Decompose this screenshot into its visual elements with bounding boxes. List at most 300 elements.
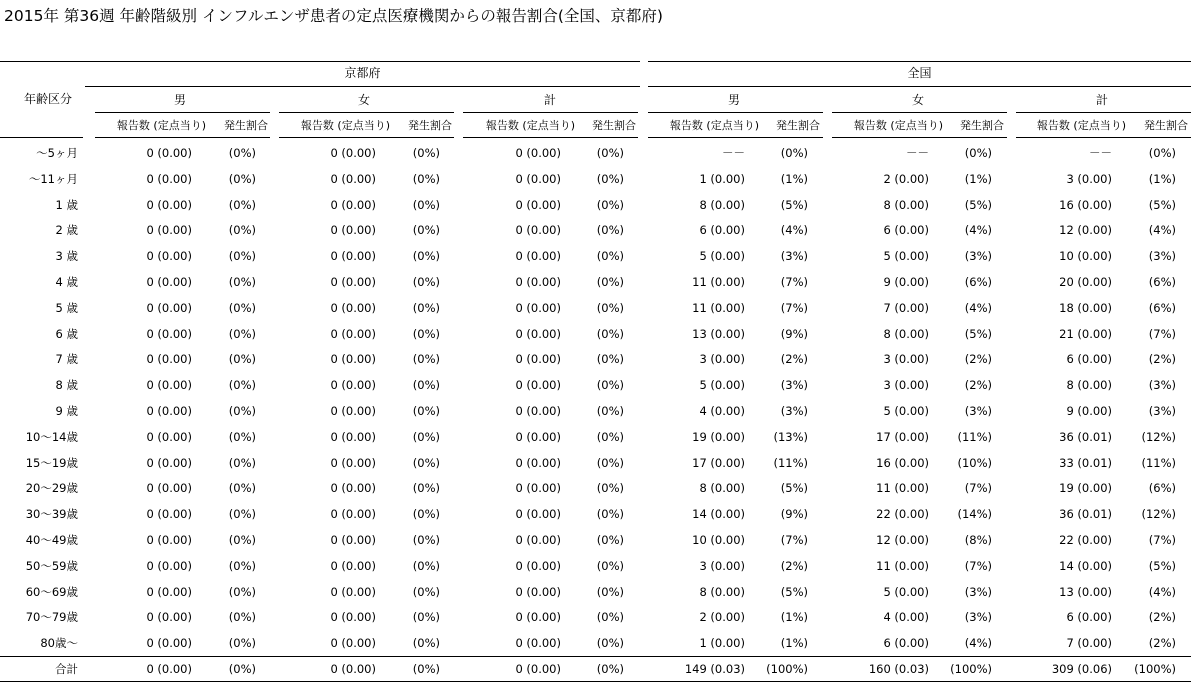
sex-header-4: 女 xyxy=(911,93,925,107)
row-18-count-2: 0 (0.00) xyxy=(515,610,561,625)
row-2-ratio-3: (5%) xyxy=(780,197,808,212)
row-11-ratio-4: (11%) xyxy=(957,429,992,444)
row-12-count-3: 17 (0.00) xyxy=(692,455,745,470)
row-10-ratio-3: (3%) xyxy=(780,404,808,418)
row-7-count-4: 8 (0.00) xyxy=(883,326,929,341)
row-7-count-0: 0 (0.00) xyxy=(146,326,192,341)
page-title: 2015年 第36週 年齢階級別 インフルエンザ患者の定点医療機関からの報告割合(全国、京都府) xyxy=(4,7,663,25)
row-19-count-2: 0 (0.00) xyxy=(515,636,561,651)
row-4-ratio-1: (0%) xyxy=(412,249,440,264)
row-17-count-4: 5 (0.00) xyxy=(883,584,929,599)
total-row-ratio-3: (100%) xyxy=(766,662,808,676)
row-0-ratio-2: (0%) xyxy=(596,146,624,160)
row-19-age: 80歳～ xyxy=(40,636,78,651)
row-10-age: 9 歳 xyxy=(55,404,78,418)
row-6-count-2: 0 (0.00) xyxy=(515,300,561,315)
ratio-column-header-4: 発生割合 xyxy=(960,119,1004,132)
row-12-ratio-4: (10%) xyxy=(957,455,992,470)
age-group-header: 年齢区分 xyxy=(23,92,73,106)
count-column-header-3: 報告数 (定点当り) xyxy=(669,119,759,132)
row-8-count-2: 0 (0.00) xyxy=(515,352,561,367)
row-11-ratio-5: (12%) xyxy=(1141,429,1176,444)
row-0-count-2: 0 (0.00) xyxy=(515,146,561,160)
row-9-ratio-2: (0%) xyxy=(596,378,624,393)
row-0-count-0: 0 (0.00) xyxy=(146,146,192,160)
row-16-count-4: 11 (0.00) xyxy=(876,558,929,573)
row-14-ratio-4: (14%) xyxy=(957,507,992,522)
row-17-ratio-4: (3%) xyxy=(964,584,992,599)
ratio-column-header-5: 発生割合 xyxy=(1144,119,1188,132)
row-2-count-4: 8 (0.00) xyxy=(883,197,929,212)
row-17-count-1: 0 (0.00) xyxy=(330,584,376,599)
row-18-ratio-2: (0%) xyxy=(596,610,624,625)
row-9-ratio-3: (3%) xyxy=(780,378,808,393)
row-17-count-0: 0 (0.00) xyxy=(146,584,192,599)
row-13-ratio-2: (0%) xyxy=(596,481,624,496)
row-3-count-1: 0 (0.00) xyxy=(330,223,376,238)
row-8-ratio-5: (2%) xyxy=(1148,352,1176,367)
row-6-count-5: 18 (0.00) xyxy=(1059,300,1112,315)
row-8-count-4: 3 (0.00) xyxy=(883,352,929,367)
row-1-ratio-3: (1%) xyxy=(780,171,808,186)
row-9-count-4: 3 (0.00) xyxy=(883,378,929,393)
row-19-ratio-4: (4%) xyxy=(964,636,992,651)
row-0-ratio-3: (0%) xyxy=(780,146,808,160)
row-19-count-0: 0 (0.00) xyxy=(146,636,192,651)
row-15-ratio-3: (7%) xyxy=(780,533,808,547)
row-19-count-4: 6 (0.00) xyxy=(883,636,929,651)
row-14-ratio-5: (12%) xyxy=(1141,507,1176,522)
total-row-count-4: 160 (0.03) xyxy=(868,662,929,676)
row-2-ratio-1: (0%) xyxy=(412,197,440,212)
row-0-count-3: －－ xyxy=(722,146,745,160)
row-18-ratio-3: (1%) xyxy=(780,610,808,625)
row-0-ratio-5: (0%) xyxy=(1148,146,1176,160)
row-14-count-1: 0 (0.00) xyxy=(330,507,376,522)
row-14-ratio-1: (0%) xyxy=(412,507,440,522)
row-7-ratio-4: (5%) xyxy=(964,326,992,341)
row-18-ratio-1: (0%) xyxy=(412,610,440,625)
row-3-count-0: 0 (0.00) xyxy=(146,223,192,238)
row-10-ratio-4: (3%) xyxy=(964,404,992,418)
row-6-count-0: 0 (0.00) xyxy=(146,300,192,315)
row-19-count-5: 7 (0.00) xyxy=(1066,636,1112,651)
row-1-count-0: 0 (0.00) xyxy=(146,171,192,186)
row-5-ratio-5: (6%) xyxy=(1148,275,1176,289)
row-15-ratio-1: (0%) xyxy=(412,533,440,547)
row-0-count-5: －－ xyxy=(1089,146,1112,160)
row-13-ratio-1: (0%) xyxy=(412,481,440,496)
row-18-count-5: 6 (0.00) xyxy=(1066,610,1112,625)
row-13-age: 20～29歳 xyxy=(25,481,78,496)
row-1-ratio-1: (0%) xyxy=(412,171,440,186)
row-2-age: 1 歳 xyxy=(55,197,78,212)
row-1-count-2: 0 (0.00) xyxy=(515,171,561,186)
count-column-header-0: 報告数 (定点当り) xyxy=(116,119,206,132)
row-18-age: 70～79歳 xyxy=(25,610,78,625)
row-15-count-5: 22 (0.00) xyxy=(1059,533,1112,547)
row-14-ratio-3: (9%) xyxy=(780,507,808,522)
row-8-count-3: 3 (0.00) xyxy=(699,352,745,367)
header-bottom-rule-4 xyxy=(832,137,1007,138)
row-9-count-3: 5 (0.00) xyxy=(699,378,745,393)
row-4-ratio-0: (0%) xyxy=(228,249,256,264)
row-4-count-5: 10 (0.00) xyxy=(1059,249,1112,264)
total-row-ratio-0: (0%) xyxy=(228,662,256,676)
row-18-ratio-4: (3%) xyxy=(964,610,992,625)
row-2-count-2: 0 (0.00) xyxy=(515,197,561,212)
total-row-count-1: 0 (0.00) xyxy=(330,662,376,676)
row-8-ratio-1: (0%) xyxy=(412,352,440,367)
header-bottom-rule-age xyxy=(0,137,83,138)
row-6-count-1: 0 (0.00) xyxy=(330,300,376,315)
row-1-ratio-0: (0%) xyxy=(228,171,256,186)
row-17-count-5: 13 (0.00) xyxy=(1059,584,1112,599)
row-12-count-0: 0 (0.00) xyxy=(146,455,192,470)
row-14-count-5: 36 (0.01) xyxy=(1059,507,1112,522)
row-12-count-4: 16 (0.00) xyxy=(876,455,929,470)
row-4-count-1: 0 (0.00) xyxy=(330,249,376,264)
sex-rule-3 xyxy=(648,112,823,113)
row-15-count-4: 12 (0.00) xyxy=(876,533,929,547)
row-18-count-1: 0 (0.00) xyxy=(330,610,376,625)
row-11-count-2: 0 (0.00) xyxy=(515,429,561,444)
total-row-count-2: 0 (0.00) xyxy=(515,662,561,676)
row-6-ratio-4: (4%) xyxy=(964,300,992,315)
row-14-ratio-2: (0%) xyxy=(596,507,624,522)
row-14-count-2: 0 (0.00) xyxy=(515,507,561,522)
row-5-count-5: 20 (0.00) xyxy=(1059,275,1112,289)
row-1-ratio-2: (0%) xyxy=(596,171,624,186)
row-11-count-4: 17 (0.00) xyxy=(876,429,929,444)
row-1-age: ～11ヶ月 xyxy=(28,171,78,186)
sex-rule-4 xyxy=(832,112,1007,113)
region-rule-kyoto xyxy=(85,86,640,87)
row-17-ratio-5: (4%) xyxy=(1148,584,1176,599)
row-15-ratio-0: (0%) xyxy=(228,533,256,547)
header-bottom-rule-2 xyxy=(463,137,638,138)
sex-rule-0 xyxy=(95,112,270,113)
row-3-count-2: 0 (0.00) xyxy=(515,223,561,238)
row-11-age: 10～14歳 xyxy=(25,429,78,444)
row-12-age: 15～19歳 xyxy=(25,455,78,470)
row-13-count-5: 19 (0.00) xyxy=(1059,481,1112,496)
row-16-count-2: 0 (0.00) xyxy=(515,558,561,573)
row-11-count-3: 19 (0.00) xyxy=(692,429,745,444)
row-17-age: 60～69歳 xyxy=(25,584,78,599)
row-4-ratio-3: (3%) xyxy=(780,249,808,264)
row-18-ratio-5: (2%) xyxy=(1148,610,1176,625)
row-16-count-1: 0 (0.00) xyxy=(330,558,376,573)
row-3-count-4: 6 (0.00) xyxy=(883,223,929,238)
row-2-count-5: 16 (0.00) xyxy=(1059,197,1112,212)
row-18-ratio-0: (0%) xyxy=(228,610,256,625)
row-8-ratio-2: (0%) xyxy=(596,352,624,367)
row-17-ratio-0: (0%) xyxy=(228,584,256,599)
row-14-count-4: 22 (0.00) xyxy=(876,507,929,522)
total-row-count-0: 0 (0.00) xyxy=(146,662,192,676)
row-16-ratio-0: (0%) xyxy=(228,558,256,573)
region-header-1: 全国 xyxy=(907,66,932,80)
row-5-count-1: 0 (0.00) xyxy=(330,275,376,289)
row-10-ratio-1: (0%) xyxy=(412,404,440,418)
row-0-ratio-1: (0%) xyxy=(412,146,440,160)
row-15-count-2: 0 (0.00) xyxy=(515,533,561,547)
total-row-ratio-5: (100%) xyxy=(1134,662,1176,676)
row-13-count-3: 8 (0.00) xyxy=(699,481,745,496)
row-3-count-3: 6 (0.00) xyxy=(699,223,745,238)
count-column-header-1: 報告数 (定点当り) xyxy=(300,119,390,132)
row-9-count-0: 0 (0.00) xyxy=(146,378,192,393)
row-5-ratio-4: (6%) xyxy=(964,275,992,289)
row-4-count-3: 5 (0.00) xyxy=(699,249,745,264)
count-column-header-2: 報告数 (定点当り) xyxy=(485,119,575,132)
row-2-count-1: 0 (0.00) xyxy=(330,197,376,212)
header-bottom-rule-5 xyxy=(1016,137,1191,138)
row-15-ratio-4: (8%) xyxy=(964,533,992,547)
row-6-ratio-0: (0%) xyxy=(228,300,256,315)
total-row-ratio-4: (100%) xyxy=(950,662,992,676)
row-1-count-4: 2 (0.00) xyxy=(883,171,929,186)
row-19-ratio-2: (0%) xyxy=(596,636,624,651)
sex-rule-1 xyxy=(279,112,454,113)
row-19-ratio-3: (1%) xyxy=(780,636,808,651)
row-10-ratio-0: (0%) xyxy=(228,404,256,418)
row-2-ratio-5: (5%) xyxy=(1148,197,1176,212)
row-11-count-0: 0 (0.00) xyxy=(146,429,192,444)
row-15-ratio-2: (0%) xyxy=(596,533,624,547)
row-17-count-2: 0 (0.00) xyxy=(515,584,561,599)
row-6-ratio-1: (0%) xyxy=(412,300,440,315)
row-10-count-5: 9 (0.00) xyxy=(1066,404,1112,418)
row-14-count-3: 14 (0.00) xyxy=(692,507,745,522)
row-13-ratio-4: (7%) xyxy=(964,481,992,496)
row-4-ratio-5: (3%) xyxy=(1148,249,1176,264)
row-15-age: 40～49歳 xyxy=(25,533,78,547)
row-6-ratio-2: (0%) xyxy=(596,300,624,315)
row-9-ratio-0: (0%) xyxy=(228,378,256,393)
row-19-count-1: 0 (0.00) xyxy=(330,636,376,651)
row-3-ratio-1: (0%) xyxy=(412,223,440,238)
row-17-ratio-3: (5%) xyxy=(780,584,808,599)
row-7-ratio-3: (9%) xyxy=(780,326,808,341)
row-11-count-5: 36 (0.01) xyxy=(1059,429,1112,444)
total-row-ratio-1: (0%) xyxy=(412,662,440,676)
ratio-column-header-3: 発生割合 xyxy=(776,119,820,132)
total-row-age: 合計 xyxy=(55,662,78,676)
sex-header-3: 男 xyxy=(727,93,741,107)
row-19-ratio-5: (2%) xyxy=(1148,636,1176,651)
row-2-ratio-4: (5%) xyxy=(964,197,992,212)
header-bottom-rule-1 xyxy=(279,137,454,138)
row-5-ratio-0: (0%) xyxy=(228,275,256,289)
row-7-count-1: 0 (0.00) xyxy=(330,326,376,341)
row-18-count-0: 0 (0.00) xyxy=(146,610,192,625)
row-9-count-1: 0 (0.00) xyxy=(330,378,376,393)
row-11-ratio-2: (0%) xyxy=(596,429,624,444)
row-7-ratio-5: (7%) xyxy=(1148,326,1176,341)
row-19-count-3: 1 (0.00) xyxy=(699,636,745,651)
row-12-count-2: 0 (0.00) xyxy=(515,455,561,470)
row-9-ratio-1: (0%) xyxy=(412,378,440,393)
row-0-ratio-4: (0%) xyxy=(964,146,992,160)
row-7-ratio-1: (0%) xyxy=(412,326,440,341)
row-16-ratio-5: (5%) xyxy=(1148,558,1176,573)
row-8-ratio-4: (2%) xyxy=(964,352,992,367)
row-6-count-3: 11 (0.00) xyxy=(692,300,745,315)
row-14-count-0: 0 (0.00) xyxy=(146,507,192,522)
row-4-count-0: 0 (0.00) xyxy=(146,249,192,264)
row-3-age: 2 歳 xyxy=(55,223,78,238)
row-12-count-5: 33 (0.01) xyxy=(1059,455,1112,470)
ratio-column-header-1: 発生割合 xyxy=(408,119,452,132)
header-bottom-rule-3 xyxy=(648,137,823,138)
row-13-ratio-3: (5%) xyxy=(780,481,808,496)
sex-header-2: 計 xyxy=(543,93,557,107)
row-13-count-4: 11 (0.00) xyxy=(876,481,929,496)
row-2-count-3: 8 (0.00) xyxy=(699,197,745,212)
row-10-ratio-2: (0%) xyxy=(596,404,624,418)
row-18-count-4: 4 (0.00) xyxy=(883,610,929,625)
row-19-ratio-0: (0%) xyxy=(228,636,256,651)
row-10-count-0: 0 (0.00) xyxy=(146,404,192,418)
row-17-count-3: 8 (0.00) xyxy=(699,584,745,599)
row-2-ratio-0: (0%) xyxy=(228,197,256,212)
row-16-count-0: 0 (0.00) xyxy=(146,558,192,573)
row-17-ratio-2: (0%) xyxy=(596,584,624,599)
row-5-ratio-1: (0%) xyxy=(412,275,440,289)
ratio-column-header-2: 発生割合 xyxy=(592,119,636,132)
region-rule-national xyxy=(648,86,1191,87)
row-11-count-1: 0 (0.00) xyxy=(330,429,376,444)
row-8-age: 7 歳 xyxy=(55,352,78,367)
row-4-ratio-2: (0%) xyxy=(596,249,624,264)
row-7-count-2: 0 (0.00) xyxy=(515,326,561,341)
row-0-count-1: 0 (0.00) xyxy=(330,146,376,160)
row-7-ratio-0: (0%) xyxy=(228,326,256,341)
row-10-count-3: 4 (0.00) xyxy=(699,404,745,418)
row-2-ratio-2: (0%) xyxy=(596,197,624,212)
row-5-count-0: 0 (0.00) xyxy=(146,275,192,289)
row-16-age: 50～59歳 xyxy=(25,558,78,573)
row-16-count-3: 3 (0.00) xyxy=(699,558,745,573)
row-11-ratio-3: (13%) xyxy=(773,429,808,444)
row-10-count-2: 0 (0.00) xyxy=(515,404,561,418)
row-7-count-5: 21 (0.00) xyxy=(1059,326,1112,341)
row-0-age: ～5ヶ月 xyxy=(36,146,78,160)
row-9-ratio-4: (2%) xyxy=(964,378,992,393)
row-12-count-1: 0 (0.00) xyxy=(330,455,376,470)
row-12-ratio-0: (0%) xyxy=(228,455,256,470)
row-5-age: 4 歳 xyxy=(55,275,78,289)
row-6-ratio-3: (7%) xyxy=(780,300,808,315)
row-9-age: 8 歳 xyxy=(55,378,78,393)
row-1-ratio-5: (1%) xyxy=(1148,171,1176,186)
row-3-ratio-0: (0%) xyxy=(228,223,256,238)
row-9-count-2: 0 (0.00) xyxy=(515,378,561,393)
row-10-count-1: 0 (0.00) xyxy=(330,404,376,418)
total-row-count-5: 309 (0.06) xyxy=(1051,662,1112,676)
row-15-ratio-5: (7%) xyxy=(1148,533,1176,547)
row-5-ratio-3: (7%) xyxy=(780,275,808,289)
ratio-column-header-0: 発生割合 xyxy=(224,119,268,132)
sex-header-5: 計 xyxy=(1095,93,1109,107)
sex-header-0: 男 xyxy=(173,93,187,107)
row-13-ratio-0: (0%) xyxy=(228,481,256,496)
row-3-count-5: 12 (0.00) xyxy=(1059,223,1112,238)
row-12-ratio-3: (11%) xyxy=(773,455,808,470)
row-5-count-4: 9 (0.00) xyxy=(883,275,929,289)
row-13-count-2: 0 (0.00) xyxy=(515,481,561,496)
row-15-count-3: 10 (0.00) xyxy=(692,533,745,547)
row-16-ratio-3: (2%) xyxy=(780,558,808,573)
row-6-ratio-5: (6%) xyxy=(1148,300,1176,315)
sex-header-1: 女 xyxy=(357,93,371,107)
row-1-ratio-4: (1%) xyxy=(964,171,992,186)
row-4-count-4: 5 (0.00) xyxy=(883,249,929,264)
row-8-ratio-0: (0%) xyxy=(228,352,256,367)
count-column-header-4: 報告数 (定点当り) xyxy=(853,119,943,132)
row-13-count-1: 0 (0.00) xyxy=(330,481,376,496)
region-header-0: 京都府 xyxy=(344,66,381,80)
table-top-rule-national xyxy=(648,61,1191,62)
row-2-count-0: 0 (0.00) xyxy=(146,197,192,212)
row-16-ratio-2: (0%) xyxy=(596,558,624,573)
row-1-count-5: 3 (0.00) xyxy=(1066,171,1112,186)
table-top-rule-kyoto xyxy=(0,61,640,62)
row-0-count-4: －－ xyxy=(906,146,929,160)
row-17-ratio-1: (0%) xyxy=(412,584,440,599)
row-0-ratio-0: (0%) xyxy=(228,146,256,160)
row-3-ratio-4: (4%) xyxy=(964,223,992,238)
row-1-count-1: 0 (0.00) xyxy=(330,171,376,186)
row-5-count-3: 11 (0.00) xyxy=(692,275,745,289)
row-7-count-3: 13 (0.00) xyxy=(692,326,745,341)
row-12-ratio-1: (0%) xyxy=(412,455,440,470)
row-7-age: 6 歳 xyxy=(55,326,78,341)
row-13-ratio-5: (6%) xyxy=(1148,481,1176,496)
row-15-count-1: 0 (0.00) xyxy=(330,533,376,547)
row-16-ratio-4: (7%) xyxy=(964,558,992,573)
row-14-age: 30～39歳 xyxy=(25,507,78,522)
row-3-ratio-5: (4%) xyxy=(1148,223,1176,238)
row-11-ratio-1: (0%) xyxy=(412,429,440,444)
row-11-ratio-0: (0%) xyxy=(228,429,256,444)
row-7-ratio-2: (0%) xyxy=(596,326,624,341)
row-8-count-0: 0 (0.00) xyxy=(146,352,192,367)
row-18-count-3: 2 (0.00) xyxy=(699,610,745,625)
header-bottom-rule-0 xyxy=(95,137,270,138)
row-4-ratio-4: (3%) xyxy=(964,249,992,264)
row-12-ratio-2: (0%) xyxy=(596,455,624,470)
row-19-ratio-1: (0%) xyxy=(412,636,440,651)
row-4-count-2: 0 (0.00) xyxy=(515,249,561,264)
row-8-ratio-3: (2%) xyxy=(780,352,808,367)
sex-rule-5 xyxy=(1016,112,1191,113)
row-3-ratio-3: (4%) xyxy=(780,223,808,238)
row-6-age: 5 歳 xyxy=(55,300,78,315)
row-9-ratio-5: (3%) xyxy=(1148,378,1176,393)
row-16-ratio-1: (0%) xyxy=(412,558,440,573)
row-9-count-5: 8 (0.00) xyxy=(1066,378,1112,393)
row-12-ratio-5: (11%) xyxy=(1141,455,1176,470)
row-16-count-5: 14 (0.00) xyxy=(1059,558,1112,573)
row-1-count-3: 1 (0.00) xyxy=(699,171,745,186)
row-5-ratio-2: (0%) xyxy=(596,275,624,289)
row-6-count-4: 7 (0.00) xyxy=(883,300,929,315)
row-8-count-5: 6 (0.00) xyxy=(1066,352,1112,367)
total-row-count-3: 149 (0.03) xyxy=(684,662,745,676)
